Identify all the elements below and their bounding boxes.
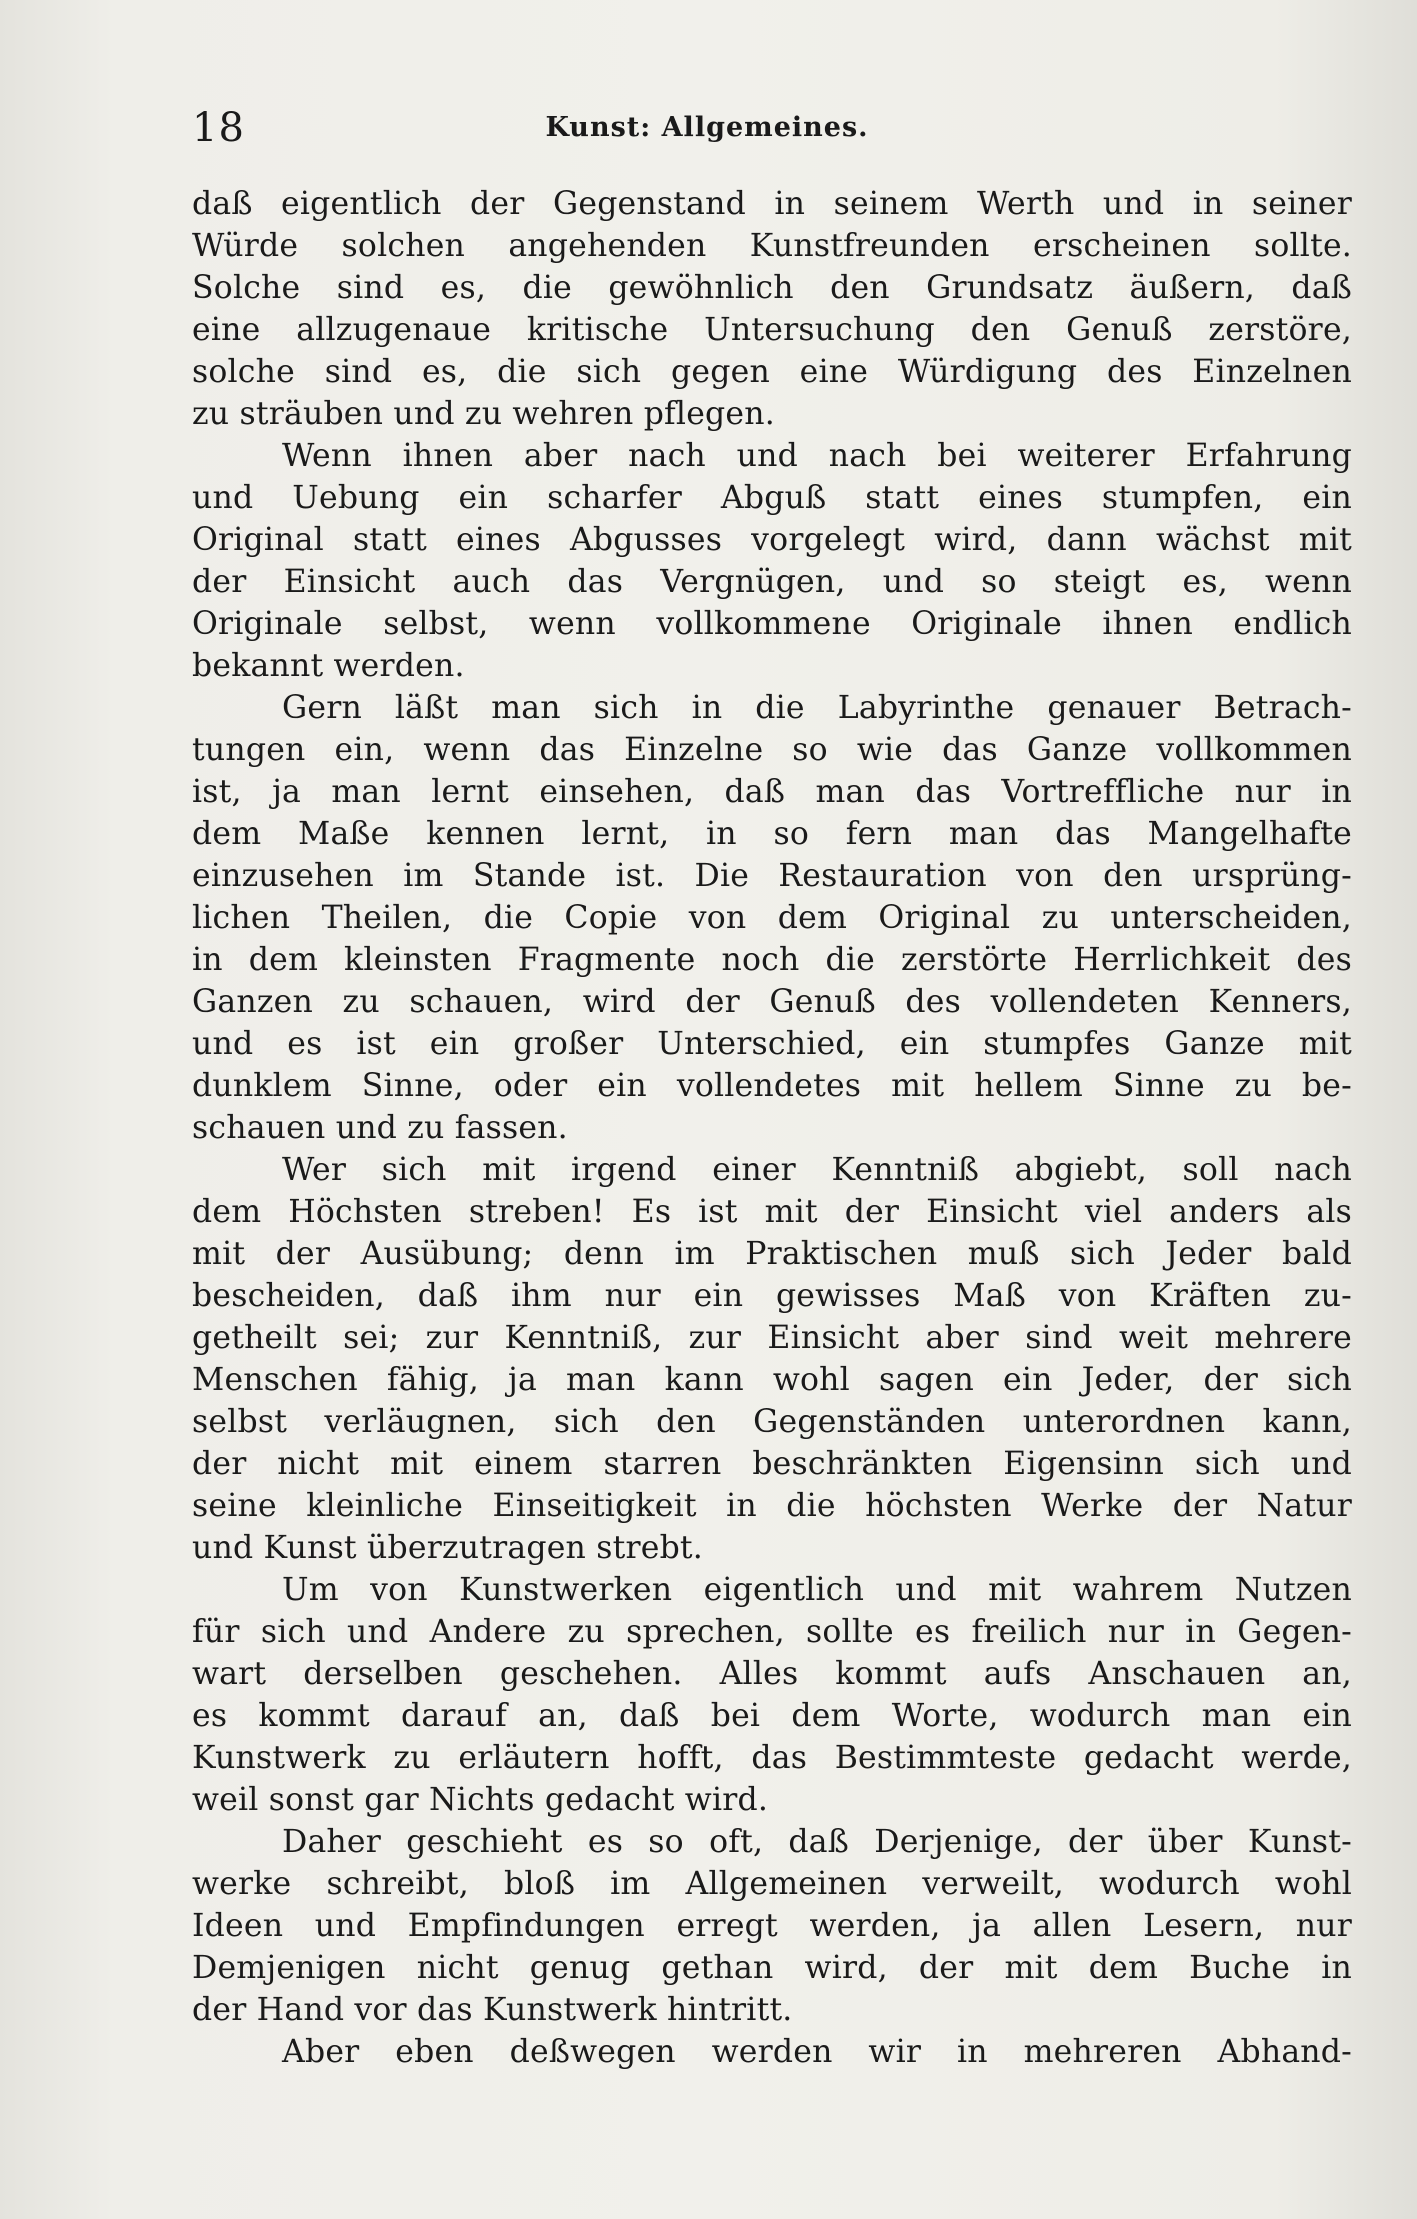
text-line: Original statt eines Abgusses vorgelegt wird, dann wächst mit: [192, 522, 1352, 558]
text-line: tungen ein, wenn das Einzelne so wie das Ganze vollkommen: [192, 732, 1352, 768]
text-line: Menschen fähig, ja man kann wohl sagen ein Jeder, der sich: [192, 1362, 1352, 1398]
text-line: und Uebung ein scharfer Abguß statt eines stumpfen, ein: [192, 480, 1352, 516]
text-line: der Einsicht auch das Vergnügen, und so steigt es, wenn: [192, 564, 1352, 600]
text-line: seine kleinliche Einseitigkeit in die höchsten Werke der Natur: [192, 1488, 1352, 1524]
text-line: Originale selbst, wenn vollkommene Originale ihnen endlich: [192, 606, 1352, 642]
page-number: 18: [192, 105, 245, 151]
text-line: Demjenigen nicht genug gethan wird, der mit dem Buche in: [192, 1950, 1352, 1986]
text-line: solche sind es, die sich gegen eine Würdigung des Einzelnen: [192, 354, 1352, 390]
text-line: und Kunst überzutragen strebt.: [192, 1530, 703, 1566]
text-line: einzusehen im Stande ist. Die Restauration von den ursprüng-: [192, 858, 1352, 894]
text-line: selbst verläugnen, sich den Gegenständen unterordnen kann,: [192, 1404, 1352, 1440]
text-line: weil sonst gar Nichts gedacht wird.: [192, 1782, 769, 1818]
running-head: Kunst: Allgemeines.: [545, 112, 869, 143]
text-line: Um von Kunstwerken eigentlich und mit wahrem Nutzen: [282, 1572, 1352, 1608]
text-line: ist, ja man lernt einsehen, daß man das Vortreffliche nur in: [192, 774, 1352, 810]
text-line: der Hand vor das Kunstwerk hintritt.: [192, 1992, 793, 2028]
text-line: eine allzugenaue kritische Untersuchung den Genuß zerstöre,: [192, 312, 1352, 348]
text-line: zu sträuben und zu wehren pflegen.: [192, 396, 775, 432]
text-line: Würde solchen angehenden Kunstfreunden erscheinen sollte.: [192, 228, 1352, 264]
text-line: Kunstwerk zu erläutern hofft, das Bestimmteste gedacht werde,: [192, 1740, 1352, 1776]
text-line: es kommt darauf an, daß bei dem Worte, wodurch man ein: [192, 1698, 1352, 1734]
text-line: bescheiden, daß ihm nur ein gewisses Maß von Kräften zu-: [192, 1278, 1352, 1314]
text-line: in dem kleinsten Fragmente noch die zerstörte Herrlichkeit des: [192, 942, 1352, 978]
text-line: und es ist ein großer Unterschied, ein stumpfes Ganze mit: [192, 1026, 1352, 1062]
text-line: Ganzen zu schauen, wird der Genuß des vollendeten Kenners,: [192, 984, 1352, 1020]
page-header: [192, 100, 1352, 156]
text-line: Daher geschieht es so oft, daß Derjenige, der über Kunst-: [282, 1824, 1352, 1860]
text-line: Aber eben deßwegen werden wir in mehreren Abhand-: [282, 2034, 1352, 2070]
text-line: Wer sich mit irgend einer Kenntniß abgiebt, soll nach: [282, 1152, 1352, 1188]
text-line: wart derselben geschehen. Alles kommt aufs Anschauen an,: [192, 1656, 1352, 1692]
text-line: Solche sind es, die gewöhnlich den Grundsatz äußern, daß: [192, 270, 1352, 306]
text-line: lichen Theilen, die Copie von dem Original zu unterscheiden,: [192, 900, 1352, 936]
text-line: werke schreibt, bloß im Allgemeinen verweilt, wodurch wohl: [192, 1866, 1352, 1902]
text-line: dem Maße kennen lernt, in so fern man das Mangelhafte: [192, 816, 1352, 852]
text-line: Wenn ihnen aber nach und nach bei weiterer Erfahrung: [282, 438, 1352, 474]
text-line: für sich und Andere zu sprechen, sollte es freilich nur in Gegen-: [192, 1614, 1352, 1650]
body-text: [192, 183, 1352, 2073]
text-line: Ideen und Empfindungen erregt werden, ja allen Lesern, nur: [192, 1908, 1352, 1944]
text-line: bekannt werden.: [192, 648, 465, 684]
text-line: dem Höchsten streben! Es ist mit der Einsicht viel anders als: [192, 1194, 1352, 1230]
text-line: Gern läßt man sich in die Labyrinthe genauer Betrach-: [282, 690, 1352, 726]
text-line: schauen und zu fassen.: [192, 1110, 568, 1146]
text-line: getheilt sei; zur Kenntniß, zur Einsicht aber sind weit mehrere: [192, 1320, 1352, 1356]
text-line: dunklem Sinne, oder ein vollendetes mit hellem Sinne zu be-: [192, 1068, 1352, 1104]
text-line: mit der Ausübung; denn im Praktischen muß sich Jeder bald: [192, 1236, 1352, 1272]
text-line: daß eigentlich der Gegenstand in seinem Werth und in seiner: [192, 186, 1352, 222]
text-line: der nicht mit einem starren beschränkten Eigensinn sich und: [192, 1446, 1352, 1482]
